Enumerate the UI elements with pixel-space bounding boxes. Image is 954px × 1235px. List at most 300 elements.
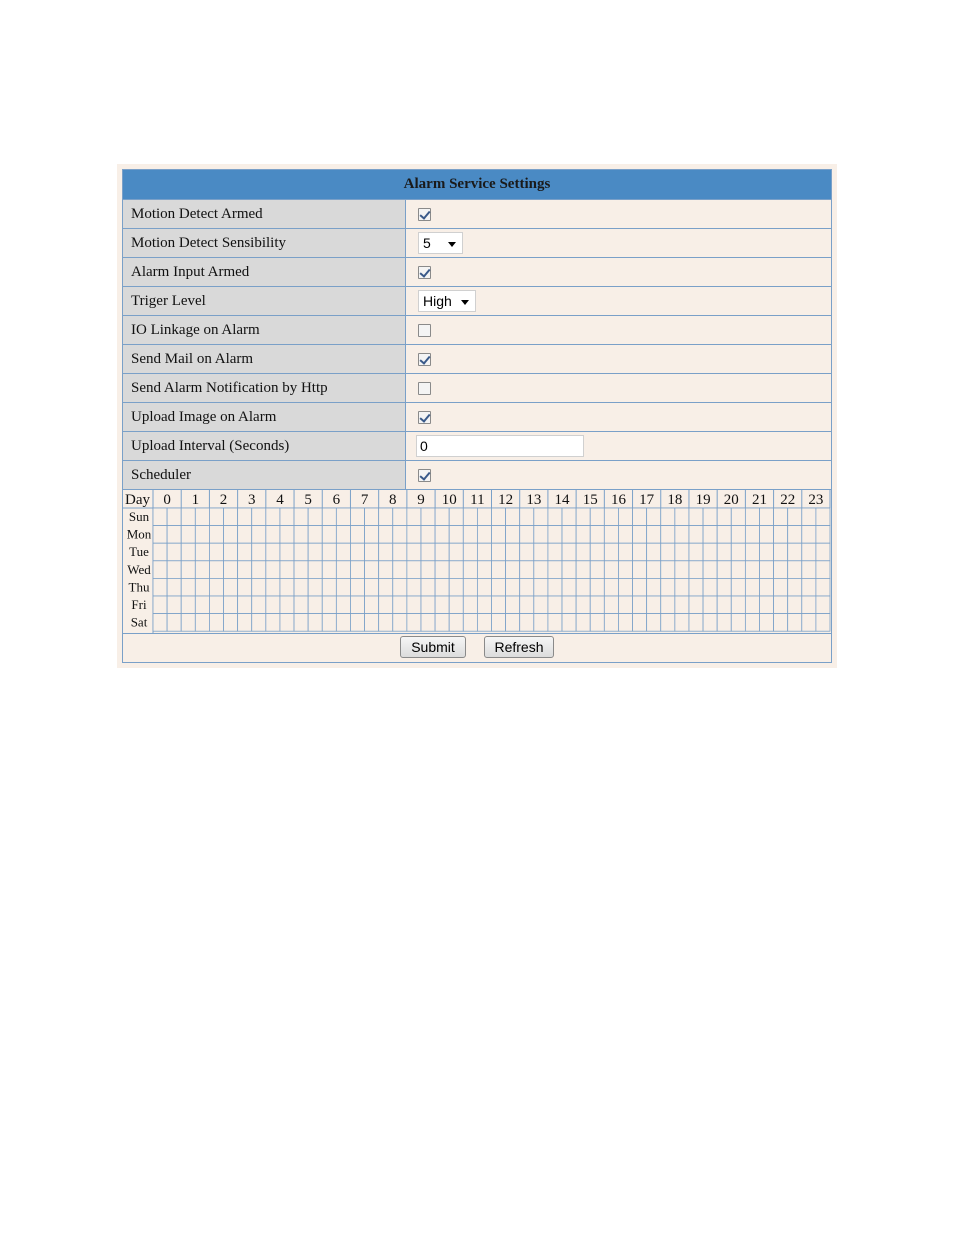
schedule-cell[interactable] <box>745 596 759 614</box>
schedule-cell[interactable] <box>759 508 773 526</box>
schedule-cell[interactable] <box>336 614 350 632</box>
schedule-cell[interactable] <box>661 561 675 579</box>
schedule-cell[interactable] <box>745 526 759 544</box>
submit-button[interactable]: Submit <box>400 636 466 658</box>
schedule-cell[interactable] <box>759 543 773 561</box>
schedule-cell[interactable] <box>407 596 421 614</box>
schedule-cell[interactable] <box>195 578 209 596</box>
schedule-cell[interactable] <box>520 596 534 614</box>
schedule-cell[interactable] <box>774 508 788 526</box>
schedule-cell[interactable] <box>717 578 731 596</box>
schedule-cell[interactable] <box>280 526 294 544</box>
schedule-cell[interactable] <box>350 543 364 561</box>
schedule-cell[interactable] <box>774 543 788 561</box>
schedule-cell[interactable] <box>238 614 252 632</box>
schedule-cell[interactable] <box>731 578 745 596</box>
schedule-cell[interactable] <box>590 561 604 579</box>
schedule-cell[interactable] <box>647 578 661 596</box>
schedule-cell[interactable] <box>788 526 802 544</box>
schedule-cell[interactable] <box>816 578 830 596</box>
schedule-cell[interactable] <box>717 561 731 579</box>
schedule-cell[interactable] <box>506 561 520 579</box>
schedule-cell[interactable] <box>506 578 520 596</box>
schedule-cell[interactable] <box>322 561 336 579</box>
schedule-cell[interactable] <box>520 614 534 632</box>
schedule-cell[interactable] <box>759 578 773 596</box>
schedule-cell[interactable] <box>731 508 745 526</box>
schedule-cell[interactable] <box>294 526 308 544</box>
schedule-cell[interactable] <box>449 614 463 632</box>
schedule-cell[interactable] <box>308 561 322 579</box>
schedule-cell[interactable] <box>365 526 379 544</box>
schedule-cell[interactable] <box>463 596 477 614</box>
schedule-cell[interactable] <box>463 543 477 561</box>
schedule-cell[interactable] <box>675 578 689 596</box>
schedule-cell[interactable] <box>534 614 548 632</box>
schedule-cell[interactable] <box>336 543 350 561</box>
schedule-cell[interactable] <box>661 596 675 614</box>
schedule-cell[interactable] <box>661 614 675 632</box>
schedule-cell[interactable] <box>181 578 195 596</box>
schedule-cell[interactable] <box>774 614 788 632</box>
schedule-cell[interactable] <box>520 526 534 544</box>
schedule-cell[interactable] <box>350 614 364 632</box>
schedule-cell[interactable] <box>506 614 520 632</box>
schedule-cell[interactable] <box>266 508 280 526</box>
motion-detect-armed-checkbox[interactable] <box>418 208 431 221</box>
schedule-cell[interactable] <box>379 614 393 632</box>
schedule-cell[interactable] <box>379 508 393 526</box>
schedule-cell[interactable] <box>308 526 322 544</box>
schedule-cell[interactable] <box>294 596 308 614</box>
schedule-cell[interactable] <box>548 543 562 561</box>
schedule-cell[interactable] <box>689 614 703 632</box>
schedule-cell[interactable] <box>463 508 477 526</box>
io-linkage-checkbox[interactable] <box>418 324 431 337</box>
schedule-cell[interactable] <box>322 614 336 632</box>
schedule-cell[interactable] <box>266 596 280 614</box>
schedule-cell[interactable] <box>802 543 816 561</box>
schedule-cell[interactable] <box>717 526 731 544</box>
schedule-cell[interactable] <box>703 614 717 632</box>
schedule-cell[interactable] <box>294 561 308 579</box>
alarm-input-armed-checkbox[interactable] <box>418 266 431 279</box>
schedule-cell[interactable] <box>689 526 703 544</box>
schedule-cell[interactable] <box>294 614 308 632</box>
schedule-cell[interactable] <box>224 543 238 561</box>
schedule-cell[interactable] <box>379 561 393 579</box>
schedule-cell[interactable] <box>731 596 745 614</box>
schedule-cell[interactable] <box>492 614 506 632</box>
schedule-cell[interactable] <box>167 614 181 632</box>
schedule-cell[interactable] <box>252 596 266 614</box>
schedule-cell[interactable] <box>675 561 689 579</box>
schedule-cell[interactable] <box>407 614 421 632</box>
schedule-cell[interactable] <box>209 508 223 526</box>
schedule-cell[interactable] <box>153 596 167 614</box>
schedule-cell[interactable] <box>506 596 520 614</box>
schedule-cell[interactable] <box>731 543 745 561</box>
schedule-cell[interactable] <box>379 526 393 544</box>
schedule-cell[interactable] <box>477 508 491 526</box>
schedule-cell[interactable] <box>252 526 266 544</box>
schedule-cell[interactable] <box>562 561 576 579</box>
schedule-cell[interactable] <box>802 596 816 614</box>
schedule-cell[interactable] <box>604 526 618 544</box>
schedule-cell[interactable] <box>379 578 393 596</box>
schedule-cell[interactable] <box>238 561 252 579</box>
schedule-cell[interactable] <box>520 578 534 596</box>
schedule-cell[interactable] <box>365 596 379 614</box>
schedule-cell[interactable] <box>816 596 830 614</box>
schedule-cell[interactable] <box>618 526 632 544</box>
schedule-cell[interactable] <box>167 526 181 544</box>
schedule-cell[interactable] <box>618 596 632 614</box>
schedule-cell[interactable] <box>435 526 449 544</box>
schedule-cell[interactable] <box>407 543 421 561</box>
schedule-cell[interactable] <box>167 578 181 596</box>
schedule-cell[interactable] <box>209 543 223 561</box>
schedule-cell[interactable] <box>421 526 435 544</box>
schedule-cell[interactable] <box>463 614 477 632</box>
schedule-cell[interactable] <box>717 596 731 614</box>
schedule-cell[interactable] <box>576 508 590 526</box>
schedule-cell[interactable] <box>774 578 788 596</box>
schedule-cell[interactable] <box>393 543 407 561</box>
schedule-cell[interactable] <box>153 543 167 561</box>
schedule-cell[interactable] <box>492 543 506 561</box>
schedule-cell[interactable] <box>492 526 506 544</box>
schedule-cell[interactable] <box>562 614 576 632</box>
schedule-cell[interactable] <box>816 614 830 632</box>
schedule-cell[interactable] <box>181 561 195 579</box>
schedule-cell[interactable] <box>745 508 759 526</box>
schedule-cell[interactable] <box>576 614 590 632</box>
schedule-cell[interactable] <box>788 543 802 561</box>
schedule-cell[interactable] <box>548 508 562 526</box>
schedule-cell[interactable] <box>703 526 717 544</box>
schedule-cell[interactable] <box>618 543 632 561</box>
schedule-cell[interactable] <box>224 561 238 579</box>
schedule-cell[interactable] <box>393 561 407 579</box>
schedule-cell[interactable] <box>365 561 379 579</box>
schedule-cell[interactable] <box>421 543 435 561</box>
schedule-cell[interactable] <box>266 526 280 544</box>
schedule-cell[interactable] <box>788 561 802 579</box>
schedule-cell[interactable] <box>195 596 209 614</box>
schedule-cell[interactable] <box>393 508 407 526</box>
schedule-cell[interactable] <box>647 561 661 579</box>
schedule-cell[interactable] <box>350 596 364 614</box>
schedule-cell[interactable] <box>435 543 449 561</box>
schedule-cell[interactable] <box>350 561 364 579</box>
schedule-cell[interactable] <box>280 561 294 579</box>
schedule-cell[interactable] <box>675 508 689 526</box>
schedule-cell[interactable] <box>548 578 562 596</box>
schedule-cell[interactable] <box>633 543 647 561</box>
schedule-cell[interactable] <box>703 508 717 526</box>
schedule-cell[interactable] <box>534 561 548 579</box>
schedule-cell[interactable] <box>548 561 562 579</box>
schedule-cell[interactable] <box>731 614 745 632</box>
schedule-cell[interactable] <box>731 561 745 579</box>
schedule-cell[interactable] <box>322 596 336 614</box>
schedule-cell[interactable] <box>661 526 675 544</box>
schedule-cell[interactable] <box>224 614 238 632</box>
schedule-cell[interactable] <box>322 526 336 544</box>
schedule-cell[interactable] <box>633 614 647 632</box>
schedule-cell[interactable] <box>449 526 463 544</box>
schedule-cell[interactable] <box>520 561 534 579</box>
schedule-cell[interactable] <box>435 578 449 596</box>
schedule-cell[interactable] <box>280 614 294 632</box>
schedule-cell[interactable] <box>195 561 209 579</box>
schedule-cell[interactable] <box>802 508 816 526</box>
schedule-cell[interactable] <box>788 578 802 596</box>
schedule-cell[interactable] <box>393 596 407 614</box>
schedule-cell[interactable] <box>647 543 661 561</box>
schedule-cell[interactable] <box>252 578 266 596</box>
schedule-cell[interactable] <box>604 614 618 632</box>
schedule-cell[interactable] <box>590 526 604 544</box>
refresh-button[interactable]: Refresh <box>484 636 554 658</box>
schedule-cell[interactable] <box>294 508 308 526</box>
schedule-cell[interactable] <box>534 543 548 561</box>
schedule-cell[interactable] <box>661 508 675 526</box>
schedule-cell[interactable] <box>393 578 407 596</box>
schedule-cell[interactable] <box>576 561 590 579</box>
schedule-cell[interactable] <box>590 508 604 526</box>
schedule-cell[interactable] <box>661 578 675 596</box>
schedule-cell[interactable] <box>266 614 280 632</box>
schedule-cell[interactable] <box>280 578 294 596</box>
schedule-cell[interactable] <box>252 614 266 632</box>
schedule-cell[interactable] <box>266 543 280 561</box>
schedule-cell[interactable] <box>802 526 816 544</box>
schedule-cell[interactable] <box>336 596 350 614</box>
schedule-cell[interactable] <box>590 596 604 614</box>
schedule-cell[interactable] <box>421 561 435 579</box>
schedule-cell[interactable] <box>280 543 294 561</box>
schedule-cell[interactable] <box>633 508 647 526</box>
schedule-cell[interactable] <box>534 508 548 526</box>
schedule-cell[interactable] <box>238 596 252 614</box>
schedule-cell[interactable] <box>167 561 181 579</box>
schedule-cell[interactable] <box>492 596 506 614</box>
schedule-cell[interactable] <box>576 543 590 561</box>
schedule-cell[interactable] <box>308 508 322 526</box>
schedule-cell[interactable] <box>633 526 647 544</box>
schedule-cell[interactable] <box>759 561 773 579</box>
schedule-cell[interactable] <box>209 561 223 579</box>
schedule-cell[interactable] <box>689 508 703 526</box>
schedule-cell[interactable] <box>562 543 576 561</box>
schedule-cell[interactable] <box>675 543 689 561</box>
schedule-cell[interactable] <box>266 578 280 596</box>
schedule-cell[interactable] <box>407 526 421 544</box>
schedule-cell[interactable] <box>195 508 209 526</box>
schedule-cell[interactable] <box>604 578 618 596</box>
schedule-cell[interactable] <box>492 561 506 579</box>
schedule-cell[interactable] <box>506 508 520 526</box>
schedule-cell[interactable] <box>407 578 421 596</box>
schedule-cell[interactable] <box>604 543 618 561</box>
schedule-cell[interactable] <box>308 614 322 632</box>
schedule-cell[interactable] <box>759 526 773 544</box>
schedule-cell[interactable] <box>449 508 463 526</box>
schedule-cell[interactable] <box>322 543 336 561</box>
schedule-cell[interactable] <box>350 508 364 526</box>
schedule-cell[interactable] <box>816 526 830 544</box>
schedule-cell[interactable] <box>209 526 223 544</box>
schedule-cell[interactable] <box>675 614 689 632</box>
schedule-cell[interactable] <box>745 561 759 579</box>
schedule-cell[interactable] <box>562 508 576 526</box>
schedule-cell[interactable] <box>816 561 830 579</box>
schedule-cell[interactable] <box>759 596 773 614</box>
schedule-cell[interactable] <box>463 561 477 579</box>
upload-image-checkbox[interactable] <box>418 411 431 424</box>
schedule-cell[interactable] <box>350 578 364 596</box>
schedule-cell[interactable] <box>689 596 703 614</box>
schedule-cell[interactable] <box>365 614 379 632</box>
schedule-cell[interactable] <box>548 596 562 614</box>
sensibility-select[interactable] <box>418 232 463 254</box>
schedule-cell[interactable] <box>463 578 477 596</box>
schedule-cell[interactable] <box>336 508 350 526</box>
schedule-cell[interactable] <box>618 561 632 579</box>
schedule-cell[interactable] <box>209 614 223 632</box>
triger-level-select[interactable] <box>418 290 476 312</box>
schedule-cell[interactable] <box>421 596 435 614</box>
schedule-cell[interactable] <box>379 543 393 561</box>
schedule-cell[interactable] <box>675 526 689 544</box>
schedule-cell[interactable] <box>477 561 491 579</box>
schedule-cell[interactable] <box>731 526 745 544</box>
schedule-cell[interactable] <box>393 614 407 632</box>
schedule-cell[interactable] <box>604 561 618 579</box>
schedule-cell[interactable] <box>618 614 632 632</box>
schedule-cell[interactable] <box>689 578 703 596</box>
schedule-cell[interactable] <box>548 526 562 544</box>
schedule-cell[interactable] <box>647 614 661 632</box>
schedule-cell[interactable] <box>562 578 576 596</box>
schedule-cell[interactable] <box>365 508 379 526</box>
schedule-cell[interactable] <box>618 578 632 596</box>
schedule-cell[interactable] <box>520 508 534 526</box>
schedule-cell[interactable] <box>520 543 534 561</box>
schedule-cell[interactable] <box>590 578 604 596</box>
schedule-cell[interactable] <box>153 578 167 596</box>
schedule-cell[interactable] <box>477 614 491 632</box>
schedule-cell[interactable] <box>153 561 167 579</box>
schedule-cell[interactable] <box>421 578 435 596</box>
schedule-cell[interactable] <box>745 543 759 561</box>
schedule-cell[interactable] <box>252 543 266 561</box>
schedule-cell[interactable] <box>435 596 449 614</box>
schedule-cell[interactable] <box>774 526 788 544</box>
schedule-cell[interactable] <box>576 526 590 544</box>
schedule-cell[interactable] <box>167 508 181 526</box>
schedule-cell[interactable] <box>224 596 238 614</box>
schedule-cell[interactable] <box>294 543 308 561</box>
schedule-cell[interactable] <box>449 596 463 614</box>
schedule-cell[interactable] <box>181 508 195 526</box>
schedule-cell[interactable] <box>153 614 167 632</box>
schedule-cell[interactable] <box>717 508 731 526</box>
schedule-cell[interactable] <box>195 526 209 544</box>
schedule-cell[interactable] <box>590 614 604 632</box>
schedule-cell[interactable] <box>703 543 717 561</box>
schedule-cell[interactable] <box>633 596 647 614</box>
schedule-cell[interactable] <box>477 578 491 596</box>
schedule-cell[interactable] <box>816 543 830 561</box>
schedule-cell[interactable] <box>238 526 252 544</box>
schedule-cell[interactable] <box>238 543 252 561</box>
schedule-cell[interactable] <box>435 561 449 579</box>
schedule-cell[interactable] <box>238 508 252 526</box>
schedule-cell[interactable] <box>703 561 717 579</box>
schedule-cell[interactable] <box>647 508 661 526</box>
schedule-cell[interactable] <box>618 508 632 526</box>
schedule-cell[interactable] <box>224 508 238 526</box>
schedule-cell[interactable] <box>534 526 548 544</box>
schedule-cell[interactable] <box>252 508 266 526</box>
schedule-cell[interactable] <box>492 508 506 526</box>
schedule-cell[interactable] <box>308 543 322 561</box>
schedule-cell[interactable] <box>407 561 421 579</box>
schedule-cell[interactable] <box>407 508 421 526</box>
schedule-cell[interactable] <box>280 596 294 614</box>
schedule-cell[interactable] <box>350 526 364 544</box>
schedule-cell[interactable] <box>336 526 350 544</box>
schedule-cell[interactable] <box>689 561 703 579</box>
schedule-cell[interactable] <box>703 578 717 596</box>
schedule-cell[interactable] <box>449 543 463 561</box>
schedule-cell[interactable] <box>209 596 223 614</box>
schedule-cell[interactable] <box>562 596 576 614</box>
schedule-cell[interactable] <box>322 578 336 596</box>
schedule-cell[interactable] <box>604 596 618 614</box>
schedule-cell[interactable] <box>463 526 477 544</box>
schedule-cell[interactable] <box>534 596 548 614</box>
schedule-cell[interactable] <box>562 526 576 544</box>
schedule-cell[interactable] <box>774 596 788 614</box>
schedule-cell[interactable] <box>576 578 590 596</box>
schedule-cell[interactable] <box>181 526 195 544</box>
schedule-cell[interactable] <box>322 508 336 526</box>
send-mail-checkbox[interactable] <box>418 353 431 366</box>
schedule-cell[interactable] <box>477 596 491 614</box>
schedule-cell[interactable] <box>745 578 759 596</box>
schedule-cell[interactable] <box>534 578 548 596</box>
schedule-cell[interactable] <box>393 526 407 544</box>
schedule-cell[interactable] <box>477 543 491 561</box>
schedule-cell[interactable] <box>195 614 209 632</box>
schedule-cell[interactable] <box>802 578 816 596</box>
schedule-cell[interactable] <box>181 596 195 614</box>
schedule-cell[interactable] <box>153 526 167 544</box>
schedule-cell[interactable] <box>802 561 816 579</box>
schedule-cell[interactable] <box>647 526 661 544</box>
schedule-cell[interactable] <box>449 561 463 579</box>
schedule-cell[interactable] <box>449 578 463 596</box>
schedule-cell[interactable] <box>336 561 350 579</box>
schedule-cell[interactable] <box>661 543 675 561</box>
schedule-cell[interactable] <box>576 596 590 614</box>
schedule-cell[interactable] <box>294 578 308 596</box>
schedule-cell[interactable] <box>506 543 520 561</box>
